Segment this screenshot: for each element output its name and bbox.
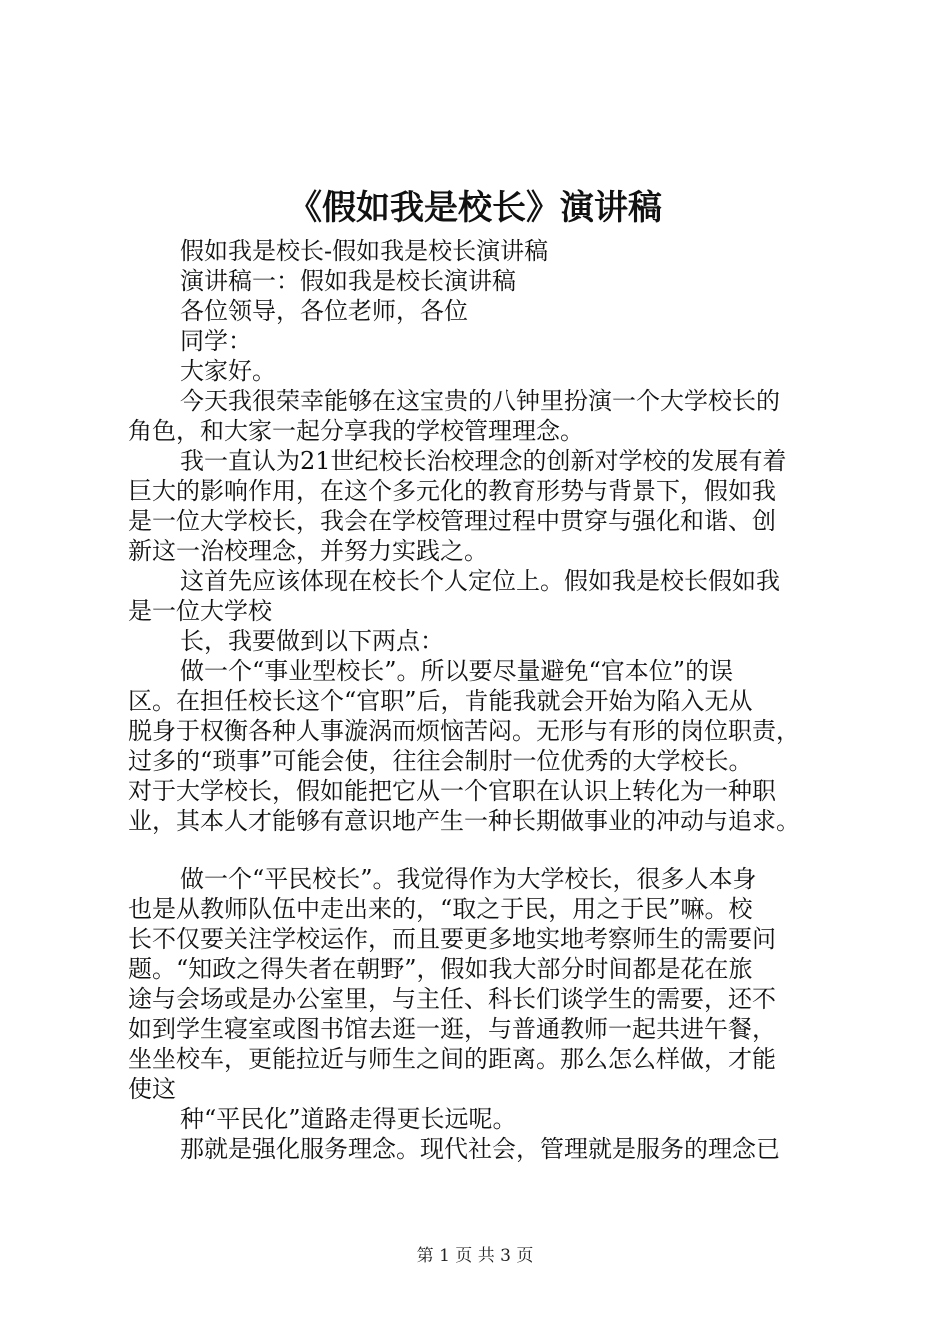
text-line: 各位领导，各位老师，各位 <box>180 297 468 325</box>
text-line: 题。“知政之得失者在朝野”，假如我大部分时间都是花在旅 <box>128 955 753 983</box>
text-line: 是一位大学校 <box>128 597 272 625</box>
text-line: 长不仅要关注学校运作，而且要更多地实地考察师生的需要问 <box>128 925 776 953</box>
text-line: 演讲稿一：假如我是校长演讲稿 <box>180 267 516 295</box>
document-body <box>128 236 832 1164</box>
text-line: 今天我很荣幸能够在这宝贵的八钟里扮演一个大学校长的 <box>180 387 780 415</box>
document-title: 《假如我是校长》演讲稿 <box>288 188 662 228</box>
paragraph-gap <box>128 836 832 864</box>
text-line: 做一个“事业型校长”。所以要尽量避免“官本位”的误 <box>180 657 734 685</box>
text-line: 长，我要做到以下两点： <box>180 627 444 655</box>
text-line: 我一直认为21世纪校长治校理念的创新对学校的发展有着 <box>180 447 787 475</box>
text-line: 也是从教师队伍中走出来的，“取之于民，用之于民”嘛。校 <box>128 895 753 923</box>
page-footer: 第 1 页 共 3 页 <box>416 1246 534 1266</box>
text-line: 途与会场或是办公室里，与主任、科长们谈学生的需要，还不 <box>128 985 776 1013</box>
text-line: 区。在担任校长这个“官职”后，肯能我就会开始为陷入无从 <box>128 687 753 715</box>
text-line: 过多的“琐事”可能会使，往往会制肘一位优秀的大学校长。 <box>128 747 753 775</box>
text-line: 巨大的影响作用，在这个多元化的教育形势与背景下，假如我 <box>128 477 776 505</box>
text-line: 使这 <box>128 1075 176 1103</box>
text-line: 那就是强化服务理念。现代社会，管理就是服务的理念已 <box>180 1135 780 1163</box>
text-line: 大家好。 <box>180 357 276 385</box>
text-line: 坐坐校车，更能拉近与师生之间的距离。那么怎么样做，才能 <box>128 1045 776 1073</box>
text-line: 新这一治校理念，并努力实践之。 <box>128 537 488 565</box>
text-line: 业，其本人才能够有意识地产生一种长期做事业的冲动与追求。 <box>128 807 800 835</box>
text-line: 假如我是校长-假如我是校长演讲稿 <box>180 237 549 265</box>
text-line: 对于大学校长，假如能把它从一个官职在认识上转化为一种职 <box>128 777 776 805</box>
text-line: 是一位大学校长，我会在学校管理过程中贯穿与强化和谐、创 <box>128 507 776 535</box>
text-line: 如到学生寝室或图书馆去逛一逛，与普通教师一起共进午餐， <box>128 1015 776 1043</box>
text-line: 做一个“平民校长”。我觉得作为大学校长，很多人本身 <box>180 865 757 893</box>
text-line: 种“平民化”道路走得更长远呢。 <box>180 1105 517 1133</box>
text-line: 这首先应该体现在校长个人定位上。假如我是校长假如我 <box>180 567 780 595</box>
text-line: 脱身于权衡各种人事漩涡而烦恼苦闷。无形与有形的岗位职责， <box>128 717 800 745</box>
text-line: 角色，和大家一起分享我的学校管理理念。 <box>128 417 584 445</box>
text-line: 同学： <box>180 327 252 355</box>
